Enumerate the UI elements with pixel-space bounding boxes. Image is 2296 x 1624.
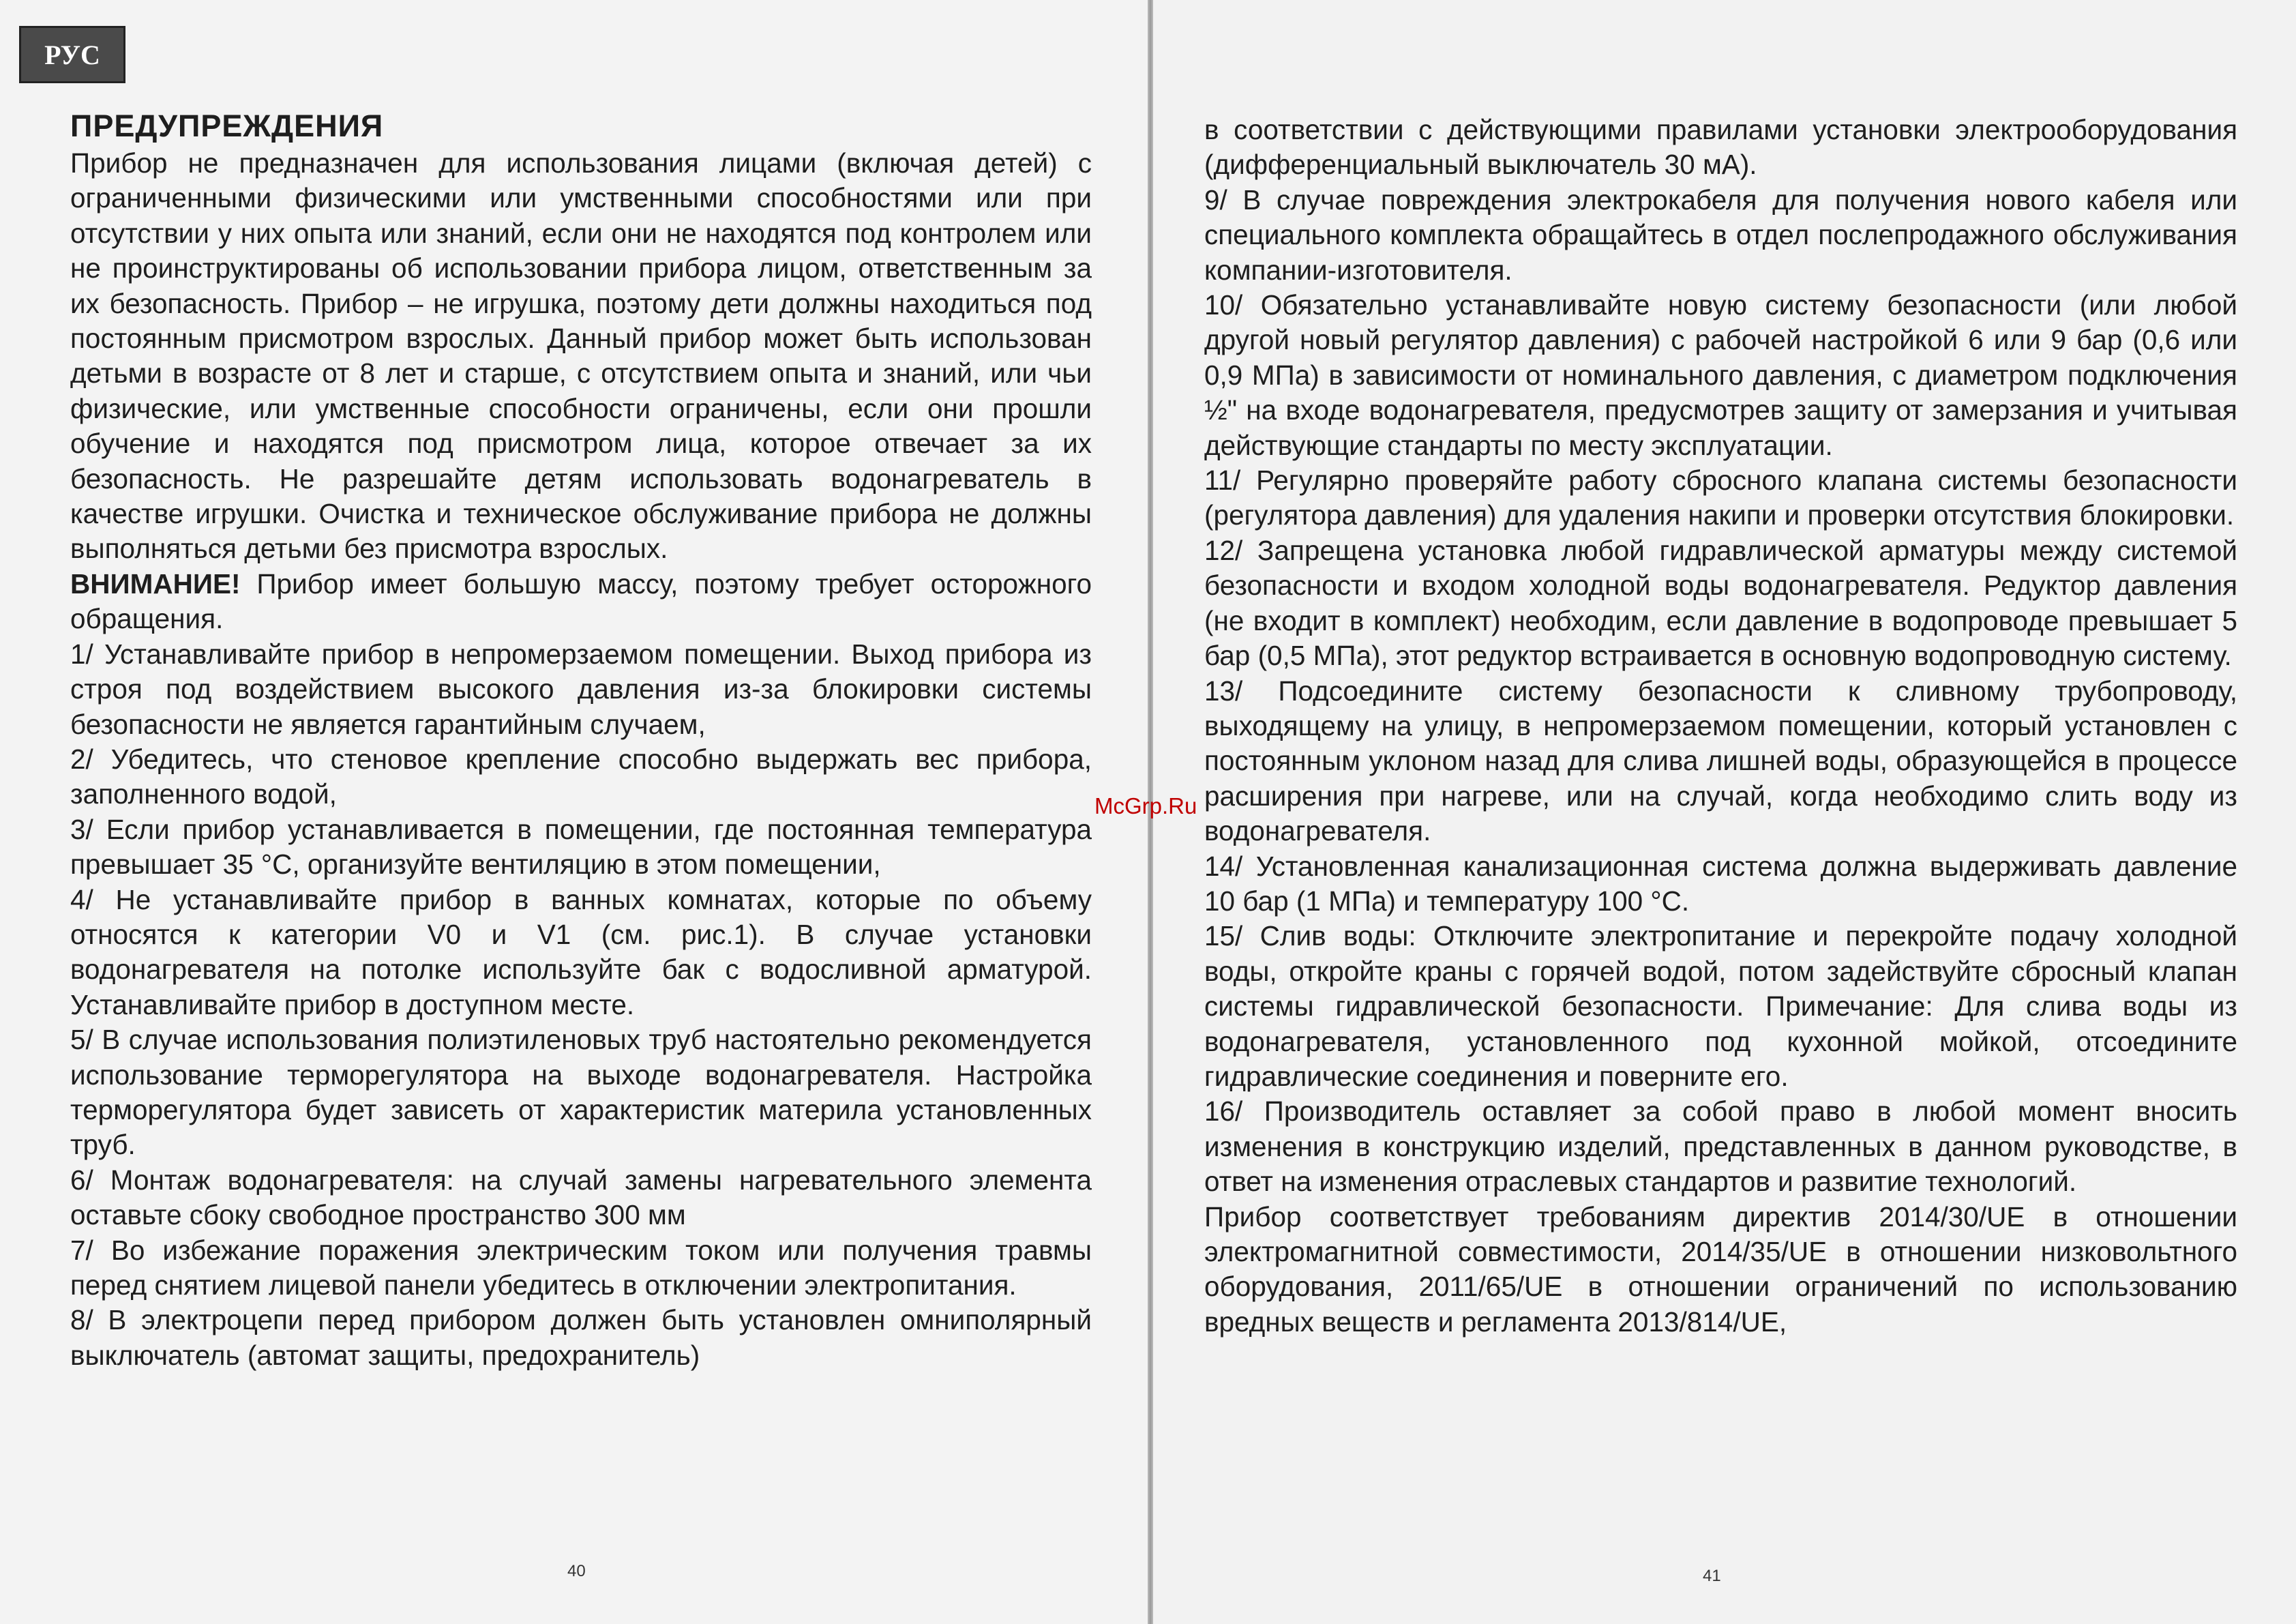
list-item: 15/ Слив воды: Отключите электропитание и перекройте подачу холодной воды, откройте краны с горячей водой, потом задействуйте сбросный клапан системы гидравлической безопасности. Примечание: Для слива воды из водонагревателя, установленного под кухонной мойкой, отсоедините гидравлические соединения и поверните его. [1204, 920, 2237, 1092]
right-text-column [1204, 113, 2237, 1340]
page-number: 41 [1703, 1567, 1721, 1585]
list-item: в соответствии с действующими правилами установки электрооборудования (дифференциальный выключатель 30 мА). [1204, 114, 2237, 181]
intro-paragraph: Прибор не предназначен для использования лицами (включая детей) с ограниченными физическими или умственными способностями или при отсутствии у них опыта или знаний, если они не находятся под контролем или не проинструктированы об использовании прибора лицом, ответственным за их безопасность. Прибор – не игрушка, поэтому дети должны находиться под постоянным присмотром взрослых. Данный прибор может быть использован детьми в возрасте от 8 лет и старше, с отсутствием опыта и знаний, или чьи физические, или умственные способности ограничены, если они прошли обучение и находятся под присмотром лица, которое отвечает за их безопасность. Не разрешайте детям использовать водонагреватель в качестве игрушки. Очистка и техническое обслуживание прибора не должны выполняться детьми без присмотра взрослых. [70, 147, 1092, 565]
list-item: 1/ Устанавливайте прибор в непромерзаемом помещении. Выход прибора из строя под воздействием высокого давления из-за блокировки системы безопасности не является гарантийным случаем, [70, 638, 1092, 740]
list-item: 2/ Убедитесь, что стеновое крепление способно выдержать вес прибора, заполненного водой, [70, 743, 1092, 810]
left-text-column [70, 106, 1092, 1373]
page-right [1153, 0, 2296, 1624]
list-item: 13/ Подсоедините систему безопасности к сливному трубопроводу, выходящему на улицу, в непромерзаемом помещении, который установлен с постоянным уклоном назад для слива лишней воды, образующейся в процессе расширения при нагреве, или на случай, когда необходимо слить воду из водонагревателя. [1204, 675, 2237, 847]
list-item: 16/ Производитель оставляет за собой право в любой момент вносить изменения в конструкцию изделий, представленных в данном руководстве, в ответ на изменения отраслевых стандартов и развитие технологий. [1204, 1095, 2237, 1198]
list-item: 6/ Монтаж водонагревателя: на случай замены нагревательного элемента оставьте сбоку свободное пространство 300 мм [70, 1164, 1092, 1231]
list-item: 9/ В случае повреждения электрокабеля для получения нового кабеля или специального комплекта обращайтесь в отдел послепродажного обслуживания компании-изготовителя. [1204, 183, 2237, 286]
page-number: 40 [567, 1562, 586, 1580]
list-item: 7/ Во избежание поражения электрическим током или получения травмы перед снятием лицевой панели убедитесь в отключении электропитания. [70, 1234, 1092, 1301]
attention-paragraph [70, 567, 1092, 637]
list-item: 11/ Регулярно проверяйте работу сбросного клапана системы безопасности (регулятора давления) для удаления накипи и проверки отсутствия блокировки. [1204, 464, 2237, 531]
language-tab: РУС [19, 26, 125, 83]
list-item: 14/ Установленная канализационная система должна выдерживать давление 10 бар (1 МПа) и температуру 100 °C. [1204, 850, 2237, 917]
list-item: 10/ Обязательно устанавливайте новую систему безопасности (или любой другой новый регулятор давления) с рабочей настройкой 6 или 9 бар (0,6 или 0,9 МПа) в зависимости от номинального давления, с диаметром подключения ½" на входе водонагревателя, предусмотрев защиту от замерзания и учитывая действующие стандарты по месту эксплуатации. [1204, 289, 2237, 461]
list-item: 5/ В случае использования полиэтиленовых труб настоятельно рекомендуется использование терморегулятора на выходе водонагревателя. Настройка терморегулятора будет зависеть от характеристик материла установленных труб. [70, 1024, 1092, 1161]
list-item: 12/ Запрещена установка любой гидравлической арматуры между системой безопасности и входом холодной воды водонагревателя. Редуктор давления (не входит в комплект) необходим, если давление в водопроводе превышает 5 бар (0,5 МПа), этот редуктор встраивается в основную водопроводную систему. [1204, 534, 2237, 672]
compliance-paragraph: Прибор соответствует требованиям директив 2014/30/UE в отношении электромагнитной совместимости, 2014/35/UE в отношении низковольтного оборудования, 2011/65/UE в отношении ограничений по использованию вредных веществ и регламента 2013/814/UE, [1204, 1200, 2237, 1338]
list-item: 8/ В электроцепи перед прибором должен быть установлен омниполярный выключатель (автомат защиты, предохранитель) [70, 1304, 1092, 1371]
warnings-heading: ПРЕДУПРЕЖДЕНИЯ [70, 108, 384, 143]
attention-text: Прибор имеет большую массу, поэтому требует осторожного обращения. [70, 567, 1092, 635]
list-item: 4/ Не устанавливайте прибор в ванных комнатах, которые по объему относятся к категории V0 и V1 (см. рис.1). В случае установки водонагревателя на потолке используйте бак с водосливной арматурой. Устанавливайте прибор в доступном месте. [70, 883, 1092, 1020]
watermark-text: McGrp.Ru [1094, 793, 1197, 818]
list-item: 3/ Если прибор устанавливается в помещении, где постоянная температура превышает 35 °C, организуйте вентиляцию в этом помещении, [70, 813, 1092, 881]
attention-label: ВНИМАНИЕ! [70, 567, 241, 600]
